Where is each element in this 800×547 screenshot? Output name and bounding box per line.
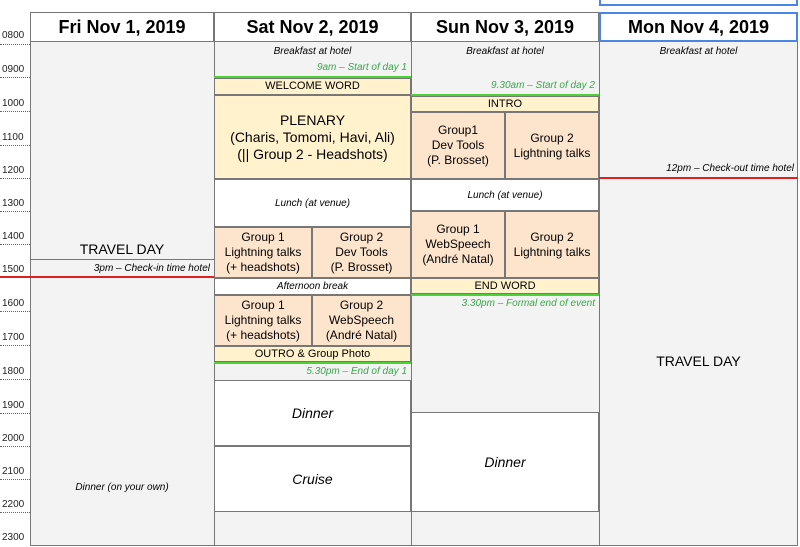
time-label: 1400: [2, 231, 25, 242]
time-label: 1500: [2, 264, 25, 275]
sun-intro-label: INTRO: [487, 97, 523, 110]
fri-checkin-note: 3pm – Check-in time hotel: [93, 263, 210, 274]
sat-afternoon-label: Afternoon break: [276, 281, 349, 292]
sat-lunch[interactable]: [214, 179, 411, 227]
time-gridline: [0, 413, 30, 414]
day-header-fri[interactable]: Fri Nov 1, 2019: [30, 12, 214, 42]
sat-welcome-word[interactable]: [214, 78, 411, 95]
sat-afternoon-break[interactable]: [214, 278, 411, 295]
sun-dinner[interactable]: [411, 412, 599, 512]
session-line: Lightning talks: [513, 244, 591, 259]
time-gridline: [0, 479, 30, 480]
time-gridline: [0, 77, 30, 78]
session-line: Dev Tools: [335, 245, 388, 259]
session-line: Group 2: [339, 298, 384, 312]
sun-group2-session-a[interactable]: [505, 112, 599, 179]
sat-group2-session-a[interactable]: [312, 227, 411, 278]
time-gridline: [0, 111, 30, 112]
sat-breakfast: Breakfast at hotel: [273, 46, 352, 57]
sat-cruise[interactable]: [214, 446, 411, 512]
session-line: Group 2: [530, 229, 574, 244]
sun-end-word-label: END WORD: [474, 279, 536, 292]
time-gridline: [0, 512, 30, 513]
session-line: Group 2: [339, 230, 384, 244]
sun-lunch[interactable]: [411, 179, 599, 211]
mon-travel-day: TRAVEL DAY: [656, 353, 741, 369]
sat-dinner[interactable]: [214, 380, 411, 446]
fri-checkin-line: [0, 276, 214, 278]
time-label: 1700: [2, 332, 25, 343]
time-gridline: [0, 178, 30, 179]
session-line: Lightning talks: [224, 245, 302, 259]
time-gridline: [0, 379, 30, 380]
sun-breakfast: Breakfast at hotel: [466, 46, 544, 57]
sat-start-note: 9am – Start of day 1: [316, 62, 407, 73]
time-gridline: [0, 311, 30, 312]
time-label: 1200: [2, 165, 25, 176]
time-label: 1000: [2, 98, 25, 109]
time-label: 2100: [2, 466, 25, 477]
fri-travel-day: TRAVEL DAY: [79, 241, 165, 257]
sat-cruise-label: Cruise: [292, 470, 333, 487]
sat-group1-session-b[interactable]: [214, 295, 312, 346]
time-label: 0900: [2, 64, 25, 75]
session-line: Group 1: [241, 298, 285, 312]
mon-checkout-line: [599, 177, 798, 179]
sun-group2-session-b[interactable]: [505, 211, 599, 278]
session-line: Group 1: [241, 230, 285, 244]
session-line: Group1: [437, 123, 479, 137]
session-line: Group 1: [436, 222, 480, 236]
sat-plenary-title: PLENARY: [279, 111, 346, 128]
sat-welcome-label: WELCOME WORD: [265, 80, 360, 92]
time-gridline: [0, 244, 30, 245]
time-label: 1300: [2, 198, 25, 209]
time-gridline: [0, 345, 30, 346]
sat-outro[interactable]: [214, 346, 411, 362]
sat-group1-session-a[interactable]: [214, 227, 312, 278]
sat-plenary[interactable]: [214, 95, 411, 179]
sun-group1-session-a[interactable]: [411, 112, 505, 179]
time-label: 2000: [2, 433, 25, 444]
sat-end-note: 5.30pm – End of day 1: [306, 366, 407, 377]
time-gridline: [0, 44, 30, 45]
sat-lunch-label: Lunch (at venue): [274, 197, 351, 209]
time-label: 1100: [2, 132, 24, 143]
mon-breakfast: Breakfast at hotel: [659, 46, 738, 57]
sat-end-line: [214, 362, 411, 364]
sun-start-note: 9.30am – Start of day 2: [491, 80, 595, 91]
session-line: Lightning talks: [513, 145, 591, 160]
sun-dinner-label: Dinner: [484, 453, 526, 470]
time-gridline: [0, 211, 30, 212]
session-line: (André Natal): [422, 252, 494, 266]
day-header-mon[interactable]: Mon Nov 4, 2019: [599, 12, 798, 42]
sun-group1-session-b[interactable]: [411, 211, 505, 278]
time-label: 1800: [2, 366, 25, 377]
session-line: Group 2: [530, 130, 574, 145]
session-line: Dev Tools: [431, 138, 485, 152]
selected-cell-top: [599, 0, 798, 6]
time-label: 2300: [2, 532, 25, 543]
session-line: (André Natal): [325, 328, 398, 342]
sat-group2-session-b[interactable]: [312, 295, 411, 346]
session-line: WebSpeech: [328, 313, 395, 327]
session-line: (+ headshots): [226, 328, 300, 342]
session-line: WebSpeech: [425, 237, 491, 251]
sat-outro-label: OUTRO & Group Photo: [254, 347, 371, 360]
session-line: (P. Brosset): [427, 153, 489, 167]
time-label: 0800: [2, 30, 25, 41]
grid-bottom-line: [30, 545, 798, 546]
fri-travel-day-border: [30, 259, 214, 260]
fri-column: [30, 42, 214, 545]
sun-formal-end-note: 3.30pm – Formal end of event: [461, 298, 595, 309]
sat-plenary-parallel: (|| Group 2 - Headshots): [237, 145, 388, 162]
mon-column: [599, 42, 798, 545]
sun-formal-end-line: [411, 294, 599, 296]
mon-checkout-note: 12pm – Check-out time hotel: [666, 163, 794, 174]
time-label: 1600: [2, 298, 25, 309]
sun-intro[interactable]: [411, 96, 599, 112]
time-label: 2200: [2, 499, 25, 510]
sat-plenary-speakers: (Charis, Tomomi, Havi, Ali): [230, 128, 395, 145]
time-label: 1900: [2, 400, 25, 411]
fri-dinner-note: Dinner (on your own): [75, 482, 169, 493]
day-header-sun[interactable]: Sun Nov 3, 2019: [411, 12, 599, 42]
session-line: Lightning talks: [224, 313, 302, 327]
day-header-sat[interactable]: Sat Nov 2, 2019: [214, 12, 411, 42]
sat-dinner-label: Dinner: [291, 404, 334, 421]
sun-lunch-label: Lunch (at venue): [467, 189, 543, 201]
time-gridline: [0, 446, 30, 447]
time-gridline: [0, 145, 30, 146]
session-line: (P. Brosset): [330, 260, 393, 274]
sun-end-word[interactable]: [411, 278, 599, 294]
session-line: (+ headshots): [226, 260, 300, 274]
